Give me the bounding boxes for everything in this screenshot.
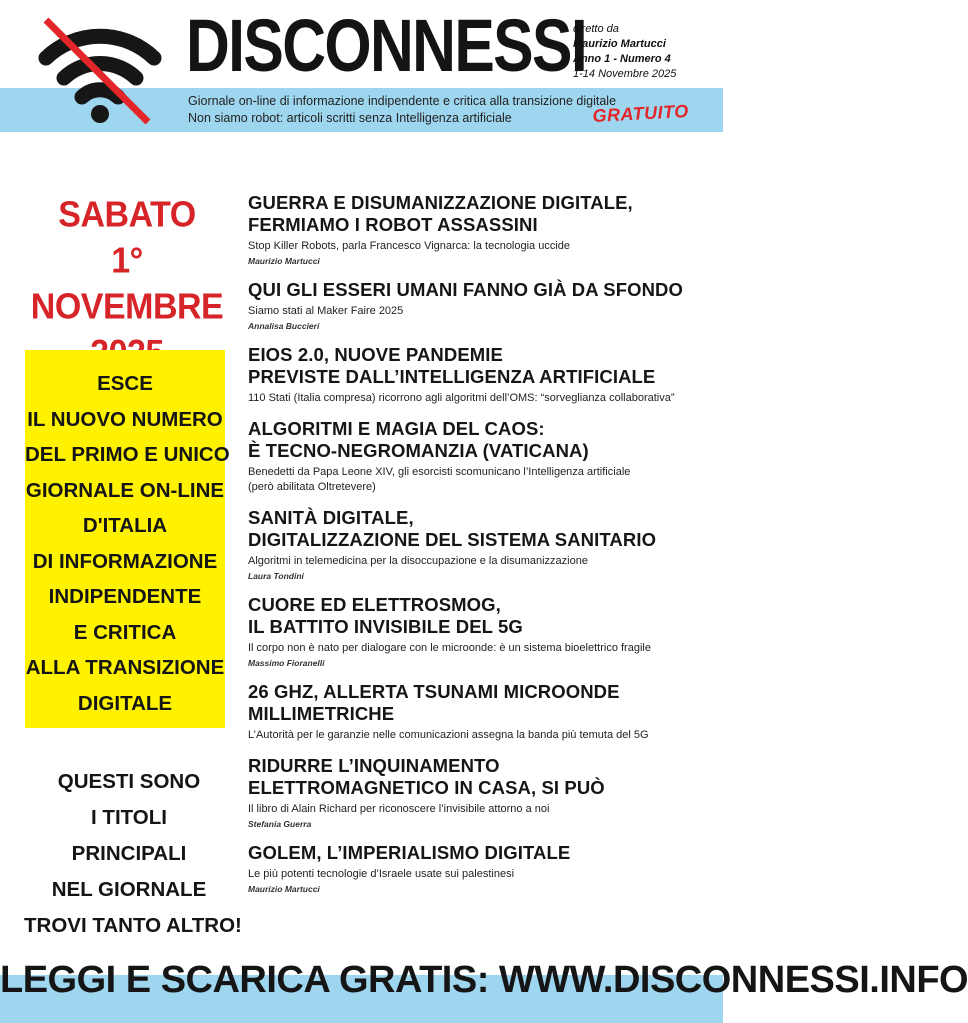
article-subtitle — [248, 641, 708, 656]
article-author: Maurizio Martucci — [248, 884, 320, 894]
article-subtitle-line: Le più potenti tecnologie d’Israele usate sui palestinesi — [248, 868, 515, 880]
date-day-month: 1° NOVEMBRE — [30, 240, 224, 328]
announcement-line: DEL PRIMO E UNICO — [25, 443, 230, 466]
headlines-note-line: NEL GIORNALE — [51, 878, 207, 901]
article-subtitle-line: (però abilitata Oltretevere) — [248, 481, 376, 493]
article-subtitle-line: Siamo stati al Maker Faire 2025 — [248, 305, 404, 317]
article-title-line[interactable]: EIOS 2.0, NUOVE PANDEMIE — [248, 344, 503, 365]
article-author: Maurizio Martucci — [248, 256, 320, 266]
free-badge: GRATUITO — [592, 100, 690, 126]
article-subtitle-line: L’Autorità per le garanzie nelle comunicazioni assegna la banda più temuta del 5G — [248, 729, 649, 741]
announcement-line: D'ITALIA — [82, 514, 168, 537]
tagline-line-1: Giornale on-line di informazione indipendente e critica alla transizione digitale — [188, 94, 617, 108]
article-title-line[interactable]: QUI GLI ESSERI UMANI FANNO GIÀ DA SFONDO — [248, 279, 684, 300]
article-title[interactable] — [248, 681, 708, 725]
announcement-line: DIGITALE — [77, 691, 173, 715]
article-subtitle — [248, 304, 708, 319]
article-subtitle — [248, 728, 708, 743]
article-title-line[interactable]: RIDURRE L’INQUINAMENTO — [248, 755, 500, 776]
article-subtitle-line: Algoritmi in telemedicina per la disoccupazione e la disumanizzazione — [248, 555, 588, 567]
article-subtitle-line: Benedetti da Papa Leone XIV, gli esorcisti scomunicano l’Intelligenza artificiale — [248, 466, 631, 478]
article-title-line[interactable]: SANITÀ DIGITALE, — [248, 507, 414, 528]
article-author: Stefania Guerra — [248, 819, 312, 829]
article-subtitle — [248, 802, 708, 817]
article-author: Massimo Fioranelli — [248, 658, 325, 668]
article-author: Laura Tondini — [248, 571, 304, 581]
announcement-line: GIORNALE ON-LINE — [25, 478, 225, 502]
article-subtitle — [248, 867, 708, 882]
article-list — [248, 192, 708, 907]
article-item[interactable] — [248, 344, 708, 406]
article-title-line[interactable]: IL BATTITO INVISIBILE DEL 5G — [248, 616, 523, 637]
article-title[interactable] — [248, 507, 708, 551]
tagline — [188, 93, 616, 127]
article-subtitle-line: Il corpo non è nato per dialogare con le microonde: è un sistema bioelettrico fragile — [248, 642, 651, 654]
article-title-line[interactable]: ELETTROMAGNETICO IN CASA, SI PUÒ — [248, 777, 605, 798]
headlines-note-line: I TITOLI — [91, 806, 167, 829]
date-weekday: SABATO — [58, 194, 196, 235]
article-title-line[interactable]: DIGITALIZZAZIONE DEL SISTEMA SANITARIO — [248, 529, 657, 550]
article-item[interactable] — [248, 507, 708, 582]
article-subtitle — [248, 465, 708, 495]
wifi-crossed-icon — [40, 14, 160, 126]
edition-dates: 1-14 Novembre 2025 — [573, 68, 677, 80]
edition-editor: Maurizio Martucci — [573, 38, 666, 50]
article-title-line[interactable]: FERMIAMO I ROBOT ASSASSINI — [248, 214, 538, 235]
article-subtitle — [248, 391, 708, 406]
headlines-note-line: TROVI TANTO ALTRO! — [24, 914, 242, 937]
article-title-line[interactable]: GOLEM, L’IMPERIALISMO DIGITALE — [248, 842, 571, 863]
article-title[interactable] — [248, 594, 708, 638]
article-title-line[interactable]: GUERRA E DISUMANIZZAZIONE DIGITALE, — [248, 192, 633, 213]
article-title-line[interactable]: È TECNO-NEGROMANZIA (VATICANA) — [248, 440, 589, 461]
edition-directed-by: diretto da — [573, 23, 619, 35]
headlines-note — [24, 764, 242, 944]
article-title-line[interactable]: MILLIMETRICHE — [248, 703, 395, 724]
article-item[interactable] — [248, 594, 708, 669]
article-title-line[interactable]: PREVISTE DALL’INTELLIGENZA ARTIFICIALE — [248, 366, 656, 387]
article-subtitle — [248, 239, 708, 254]
article-title[interactable] — [248, 344, 708, 388]
article-item[interactable] — [248, 192, 708, 267]
article-title-line[interactable]: ALGORITMI E MAGIA DEL CAOS: — [248, 418, 545, 439]
article-subtitle-line: Il libro di Alain Richard per riconoscere l’invisibile attorno a noi — [248, 803, 550, 815]
article-title[interactable] — [248, 842, 708, 864]
article-title[interactable] — [248, 755, 708, 799]
announcement-line: IL NUOVO NUMERO — [27, 407, 223, 431]
headlines-note-line: PRINCIPALI — [71, 842, 187, 865]
download-link[interactable]: LEGGI E SCARICA GRATIS: WWW.DISCONNESSI.INFO — [0, 959, 968, 1001]
announcement-line: ESCE — [97, 372, 153, 395]
article-subtitle — [248, 554, 708, 569]
article-title[interactable] — [248, 418, 708, 462]
tagline-line-2: Non siamo robot: articoli scritti senza Intelligenza artificiale — [188, 111, 512, 125]
article-subtitle-line: 110 Stati (Italia compresa) ricorrono agli algoritmi dell’OMS: “sorveglianza collaborativa” — [248, 392, 675, 404]
edition-info — [573, 22, 676, 82]
masthead-title: DISCONNESSI — [186, 4, 587, 87]
announcement-line: E CRITICA — [73, 620, 177, 644]
announcement-line: ALLA TRANSIZIONE — [25, 656, 225, 679]
article-subtitle-line: Stop Killer Robots, parla Francesco Vignarca: la tecnologia uccide — [248, 240, 571, 252]
article-item[interactable] — [248, 681, 708, 743]
article-title-line[interactable]: 26 GHZ, ALLERTA TSUNAMI MICROONDE — [248, 681, 620, 702]
article-title-line[interactable]: CUORE ED ELETTROSMOG, — [248, 594, 501, 615]
article-title[interactable] — [248, 279, 708, 301]
article-item[interactable] — [248, 755, 708, 830]
headlines-note-line: QUESTI SONO — [57, 770, 201, 793]
edition-issue: Anno 1 - Numero 4 — [573, 53, 671, 65]
issue-date — [24, 192, 230, 377]
announcement-line: DI INFORMAZIONE — [32, 549, 218, 573]
article-item[interactable] — [248, 418, 708, 495]
article-title[interactable] — [248, 192, 708, 236]
article-item[interactable] — [248, 842, 708, 895]
article-item[interactable] — [248, 279, 708, 332]
article-author: Annalisa Buccieri — [248, 321, 320, 331]
announcement-text — [25, 366, 230, 721]
announcement-line: INDIPENDENTE — [48, 585, 202, 608]
